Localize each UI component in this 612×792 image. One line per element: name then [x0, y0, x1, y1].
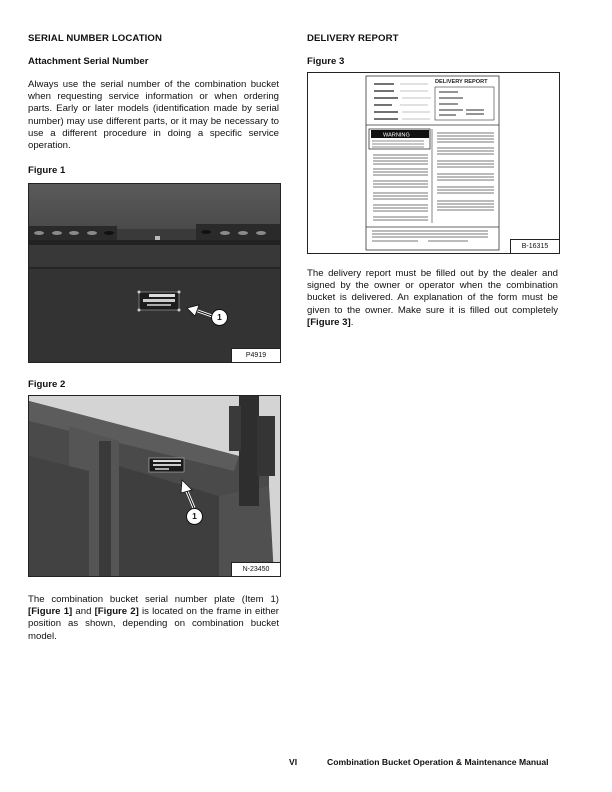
- closing-text-3: is located on the frame in either position as shown, depending on combination bucket model.: [28, 606, 279, 642]
- serial-plate-frame-photo-1: [29, 184, 280, 362]
- figure-1-reference: [Figure 1]: [28, 606, 73, 618]
- figure-3-tag: B-16315: [510, 239, 560, 254]
- figure-1-tag: P4919: [231, 348, 281, 363]
- warning-label: WARNING: [383, 132, 410, 139]
- form-title: DELIVERY REPORT: [435, 79, 488, 85]
- figure-2-photo: [28, 395, 281, 577]
- item-1-callout: 1: [186, 508, 203, 525]
- section-title-serial-number-location: SERIAL NUMBER LOCATION: [28, 33, 163, 44]
- page-number: VI: [289, 757, 298, 767]
- delivery-paragraph-end: .: [350, 316, 354, 328]
- intro-paragraph: Always use the serial number of the combination bucket when requesting service information or when ordering parts. Early or later models (identification made by serial number) may use different parts, or it may be necessary to use a different procedure in doing a specific service operation.: [28, 79, 279, 152]
- item-1-callout: 1: [211, 309, 228, 326]
- closing-paragraph: [28, 594, 279, 643]
- delivery-report-form-illustration: [308, 73, 559, 253]
- figure-3-reference: [Figure 3]: [307, 316, 351, 328]
- figure-2-tag: N-23450: [231, 562, 281, 577]
- subsection-title-attachment-serial-number: Attachment Serial Number: [28, 56, 149, 67]
- figure-1-photo: [28, 183, 281, 363]
- serial-plate-frame-photo-2: [29, 396, 280, 576]
- delivery-paragraph-text: The delivery report must be filled out by the dealer and signed by the owner or operator when the combination bucket is delivered. An explanation of the form must be given to the owner. Make sure it is filled out completely: [307, 268, 558, 316]
- closing-text-2: and: [72, 606, 95, 618]
- figure-2-label: Figure 2: [28, 379, 66, 390]
- delivery-report-paragraph: [307, 268, 558, 329]
- left-column: [28, 33, 279, 152]
- figure-1-label: Figure 1: [28, 165, 66, 176]
- section-title-delivery-report: DELIVERY REPORT: [307, 33, 399, 44]
- manual-title: Combination Bucket Operation & Maintenance Manual: [327, 757, 549, 767]
- closing-text-1: The combination bucket serial number plate (Item 1): [28, 594, 279, 605]
- figure-3-illustration: [307, 72, 560, 254]
- figure-2-reference: [Figure 2]: [94, 606, 139, 618]
- figure-3-label: Figure 3: [307, 56, 345, 67]
